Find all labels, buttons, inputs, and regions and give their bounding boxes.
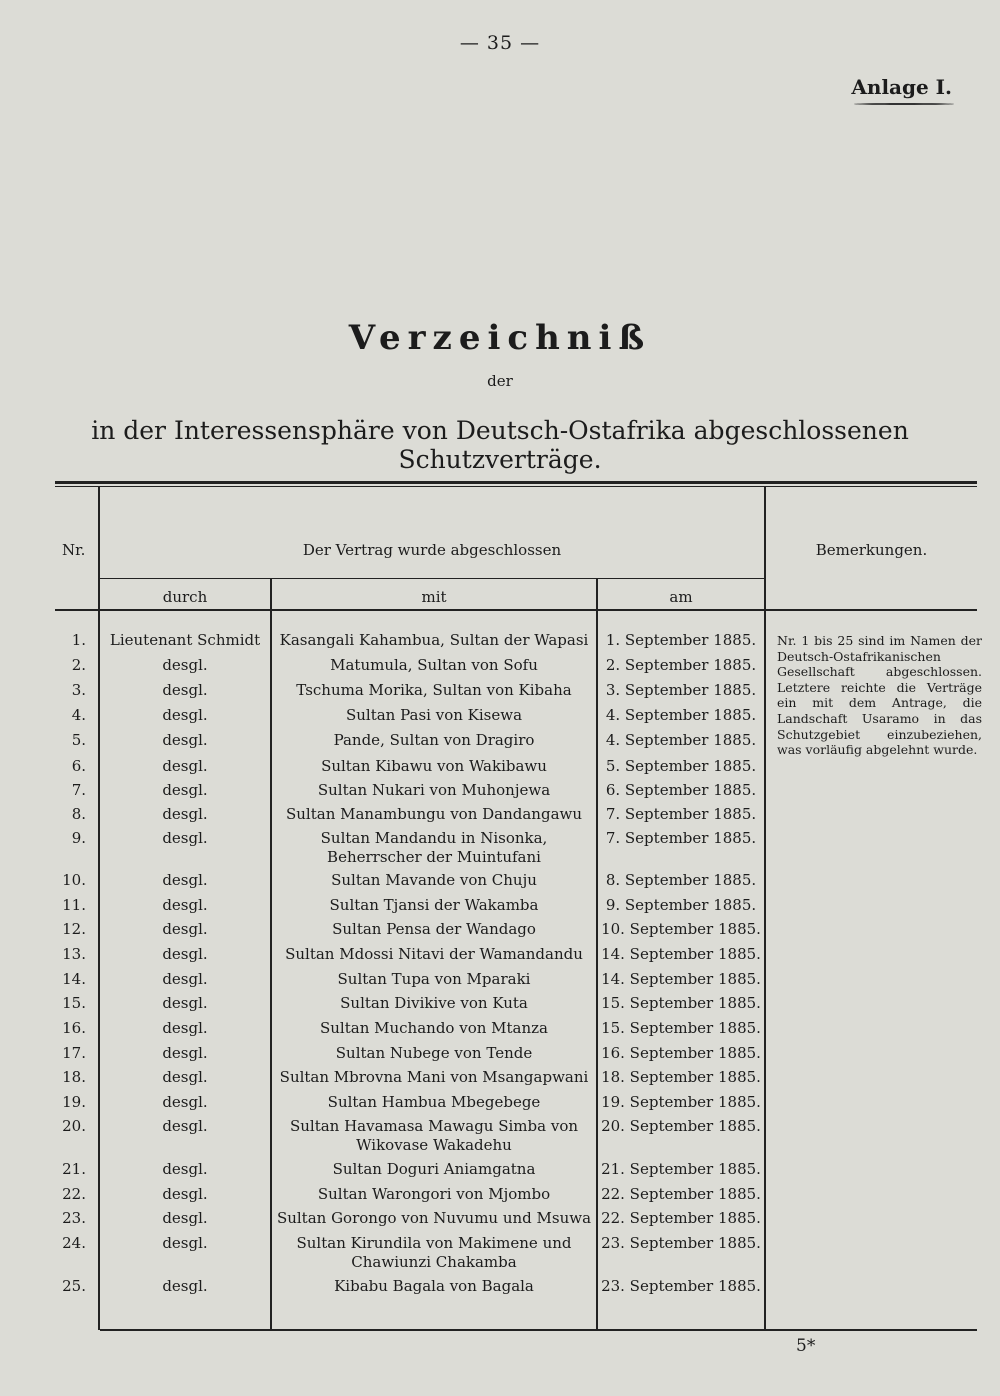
document-title: Verzeichniß: [348, 318, 652, 358]
row-durch: desgl.: [162, 1234, 208, 1252]
row-number: 3.: [71, 681, 86, 699]
row-mit: Matumula, Sultan von Sofu: [330, 656, 538, 674]
row-durch: desgl.: [162, 970, 208, 988]
row-date: 22. September 1885.: [601, 1185, 761, 1203]
row-mit: Pande, Sultan von Dragiro: [333, 731, 535, 749]
row-durch: desgl.: [162, 656, 208, 674]
row-number: 14.: [62, 970, 86, 988]
row-mit: Sultan Mandandu in Nisonka, Beherrscher der Muintufani: [320, 829, 548, 866]
row-date: 3. September 1885.: [605, 681, 757, 699]
row-date: 21. September 1885.: [601, 1160, 761, 1178]
row-durch: desgl.: [162, 1068, 208, 1086]
page-number: — 35 —: [459, 32, 541, 54]
row-durch: desgl.: [162, 1277, 208, 1295]
row-number: 1.: [71, 631, 86, 649]
header-nr: Nr.: [62, 541, 86, 559]
row-mit: Tschuma Morika, Sultan von Kibaha: [296, 681, 572, 699]
row-date: 15. September 1885.: [601, 994, 761, 1012]
row-durch: desgl.: [162, 1185, 208, 1203]
row-mit: Sultan Pasi von Kisewa: [345, 706, 523, 724]
row-date: 19. September 1885.: [601, 1093, 761, 1111]
row-date: 18. September 1885.: [601, 1068, 761, 1086]
row-mit: Sultan Manambungu von Dandangawu: [285, 805, 583, 823]
row-number: 8.: [71, 805, 86, 823]
row-durch: desgl.: [162, 681, 208, 699]
table-top-rule: [55, 481, 977, 484]
row-mit: Sultan Pensa der Wandago: [332, 920, 536, 938]
row-durch: desgl.: [162, 871, 208, 889]
row-number: 16.: [62, 1019, 86, 1037]
row-mit: Sultan Tupa von Mparaki: [337, 970, 531, 988]
row-mit: Sultan Tjansi der Wakamba: [329, 896, 539, 914]
row-number: 12.: [62, 920, 86, 938]
row-mit: Sultan Gorongo von Nuvumu und Msuwa: [276, 1209, 592, 1227]
remarks-text: Nr. 1 bis 25 sind im Namen der Deutsch-Ostafrikanischen Gesellschaft abgeschlossen. Letztere reichte die Verträge ein mit dem Antrage, die Landschaft Usaramo in das Schutzgebiet einzubeziehen, was vorläufig abgelehnt wurde.: [777, 633, 982, 758]
row-number: 19.: [62, 1093, 86, 1111]
row-number: 13.: [62, 945, 86, 963]
signature-mark: 5*: [796, 1336, 816, 1356]
row-durch: desgl.: [162, 920, 208, 938]
row-durch: desgl.: [162, 994, 208, 1012]
row-mit: Sultan Muchando von Mtanza: [320, 1019, 548, 1037]
column-divider-am: [764, 487, 766, 1330]
row-number: 24.: [62, 1234, 86, 1252]
row-number: 18.: [62, 1068, 86, 1086]
row-durch: desgl.: [162, 896, 208, 914]
annex-label: Anlage I.: [851, 75, 952, 99]
header-am: am: [669, 588, 693, 606]
annex-underline: [854, 103, 954, 105]
row-date: 6. September 1885.: [605, 781, 757, 799]
row-durch: desgl.: [162, 731, 208, 749]
row-number: 9.: [71, 829, 86, 847]
row-number: 25.: [62, 1277, 86, 1295]
row-mit: Sultan Nubege von Tende: [335, 1044, 533, 1062]
row-date: 23. September 1885.: [601, 1277, 761, 1295]
row-date: 23. September 1885.: [601, 1234, 761, 1252]
header-bottom-rule: [55, 609, 977, 611]
row-mit: Sultan Hambua Mbegebege: [327, 1093, 541, 1111]
row-mit: Sultan Kirundila von Makimene und Chawiunzi Chakamba: [296, 1234, 572, 1271]
row-number: 7.: [71, 781, 86, 799]
row-number: 4.: [71, 706, 86, 724]
row-mit: Sultan Divikive von Kuta: [340, 994, 528, 1012]
row-number: 11.: [62, 896, 86, 914]
row-durch: desgl.: [162, 829, 208, 847]
row-mit: Sultan Mdossi Nitavi der Wamandandu: [285, 945, 583, 963]
row-durch: desgl.: [162, 1117, 208, 1135]
row-mit: Sultan Mbrovna Mani von Msangapwani: [279, 1068, 589, 1086]
row-number: 21.: [62, 1160, 86, 1178]
subheader-rule: [100, 578, 764, 579]
row-mit: Sultan Mavande von Chuju: [331, 871, 537, 889]
row-date: 16. September 1885.: [601, 1044, 761, 1062]
row-durch: desgl.: [162, 1093, 208, 1111]
row-durch: desgl.: [162, 805, 208, 823]
row-date: 14. September 1885.: [601, 945, 761, 963]
row-number: 23.: [62, 1209, 86, 1227]
row-durch: desgl.: [162, 1209, 208, 1227]
row-mit: Sultan Doguri Aniamgatna: [332, 1160, 536, 1178]
header-durch: durch: [162, 588, 208, 606]
table-bottom-rule: [100, 1329, 977, 1331]
row-durch: desgl.: [162, 781, 208, 799]
row-number: 17.: [62, 1044, 86, 1062]
row-number: 22.: [62, 1185, 86, 1203]
row-durch: Lieutenant Schmidt: [109, 631, 261, 649]
row-date: 7. September 1885.: [605, 805, 757, 823]
row-date: 9. September 1885.: [605, 896, 757, 914]
header-remarks: Bemerkungen.: [815, 541, 928, 559]
row-mit: Sultan Kibawu von Wakibawu: [321, 757, 547, 775]
row-number: 20.: [62, 1117, 86, 1135]
row-durch: desgl.: [162, 1160, 208, 1178]
header-mit: mit: [421, 588, 447, 606]
row-durch: desgl.: [162, 1019, 208, 1037]
row-date: 14. September 1885.: [601, 970, 761, 988]
row-number: 10.: [62, 871, 86, 889]
document-subtitle: in der Interessensphäre von Deutsch-Ostafrika abgeschlossenen Schutzverträge.: [91, 416, 909, 474]
row-date: 5. September 1885.: [605, 757, 757, 775]
row-mit: Sultan Nukari von Muhonjewa: [317, 781, 551, 799]
row-mit: Kibabu Bagala von Bagala: [334, 1277, 534, 1295]
row-durch: desgl.: [162, 757, 208, 775]
row-date: 15. September 1885.: [601, 1019, 761, 1037]
row-durch: desgl.: [162, 945, 208, 963]
title-connector: der: [487, 372, 513, 390]
header-contract: Der Vertrag wurde abgeschlossen: [302, 541, 562, 559]
row-number: 6.: [71, 757, 86, 775]
row-mit: Kasangali Kahambua, Sultan der Wapasi: [279, 631, 589, 649]
row-durch: desgl.: [162, 1044, 208, 1062]
row-date: 20. September 1885.: [601, 1117, 761, 1135]
table-top-rule-thin: [55, 486, 977, 487]
row-date: 8. September 1885.: [605, 871, 757, 889]
row-number: 5.: [71, 731, 86, 749]
row-date: 10. September 1885.: [601, 920, 761, 938]
row-durch: desgl.: [162, 706, 208, 724]
row-date: 4. September 1885.: [605, 706, 757, 724]
row-date: 7. September 1885.: [605, 829, 757, 847]
row-date: 22. September 1885.: [601, 1209, 761, 1227]
row-number: 15.: [62, 994, 86, 1012]
row-mit: Sultan Havamasa Mawagu Simba von Wikovase Wakadehu: [289, 1117, 579, 1154]
row-number: 2.: [71, 656, 86, 674]
row-mit: Sultan Warongori von Mjombo: [317, 1185, 551, 1203]
row-date: 4. September 1885.: [605, 731, 757, 749]
row-date: 2. September 1885.: [605, 656, 757, 674]
row-date: 1. September 1885.: [605, 631, 757, 649]
